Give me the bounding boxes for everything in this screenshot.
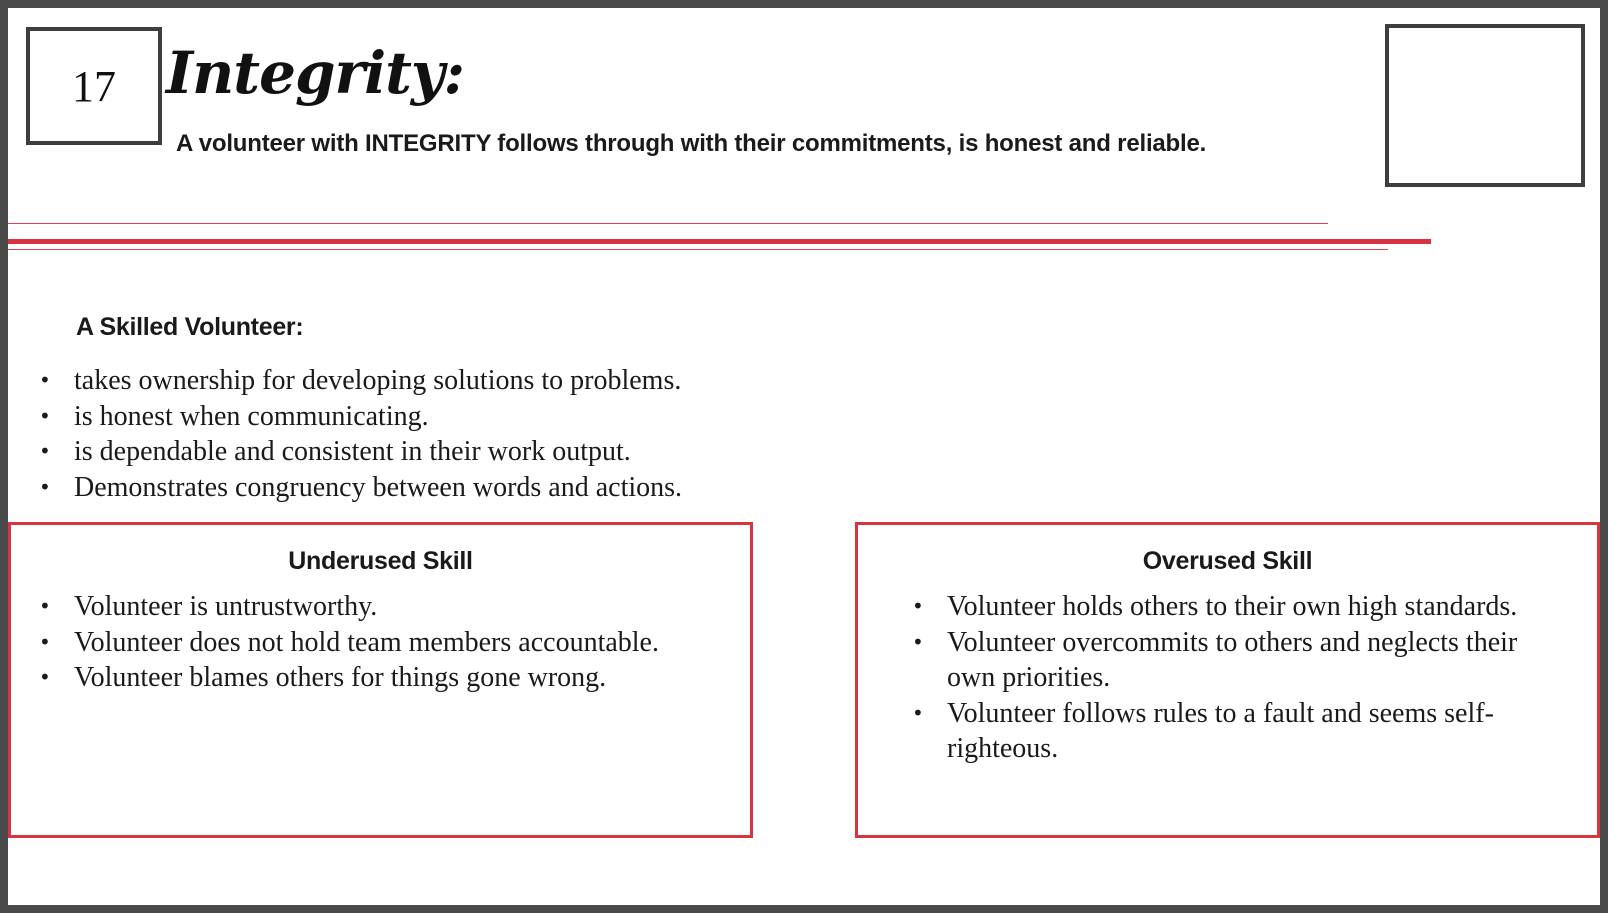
divider-thin-bottom — [8, 249, 1388, 250]
overused-skill-list — [947, 589, 1547, 767]
list-item: • Volunteer does not hold team members accountable. — [74, 625, 744, 661]
underused-skill-heading: Underused Skill — [288, 547, 473, 575]
card-title: Integrity: — [166, 39, 465, 107]
list-item: • Volunteer holds others to their own high standards. — [947, 589, 1547, 625]
card-subtitle: A volunteer with INTEGRITY follows through with their commitments, is honest and reliable. — [176, 130, 1207, 157]
skilled-volunteer-list — [74, 363, 834, 505]
list-item: • Volunteer blames others for things gone wrong. — [74, 660, 744, 696]
list-item: • Volunteer follows rules to a fault and seems self-righteous. — [947, 696, 1547, 767]
card-number-box — [26, 27, 162, 145]
competency-card — [8, 8, 1600, 905]
list-item: • takes ownership for developing solutions to problems. — [74, 363, 834, 399]
list-item: • is dependable and consistent in their work output. — [74, 434, 834, 470]
underused-skill-box — [8, 522, 753, 838]
underused-skill-list — [74, 589, 744, 696]
list-item: • Volunteer overcommits to others and neglects their own priorities. — [947, 625, 1547, 696]
divider-thick — [8, 239, 1431, 244]
skilled-volunteer-heading: A Skilled Volunteer: — [76, 313, 304, 341]
divider-thin-top — [8, 223, 1328, 224]
list-item: • Volunteer is untrustworthy. — [74, 589, 744, 625]
list-item: • is honest when communicating. — [74, 399, 834, 435]
list-item: • Demonstrates congruency between words and actions. — [74, 470, 834, 506]
overused-skill-box — [855, 522, 1600, 838]
overused-skill-heading: Overused Skill — [1142, 547, 1313, 575]
image-placeholder-box — [1385, 24, 1585, 187]
card-number: 17 — [72, 61, 116, 111]
